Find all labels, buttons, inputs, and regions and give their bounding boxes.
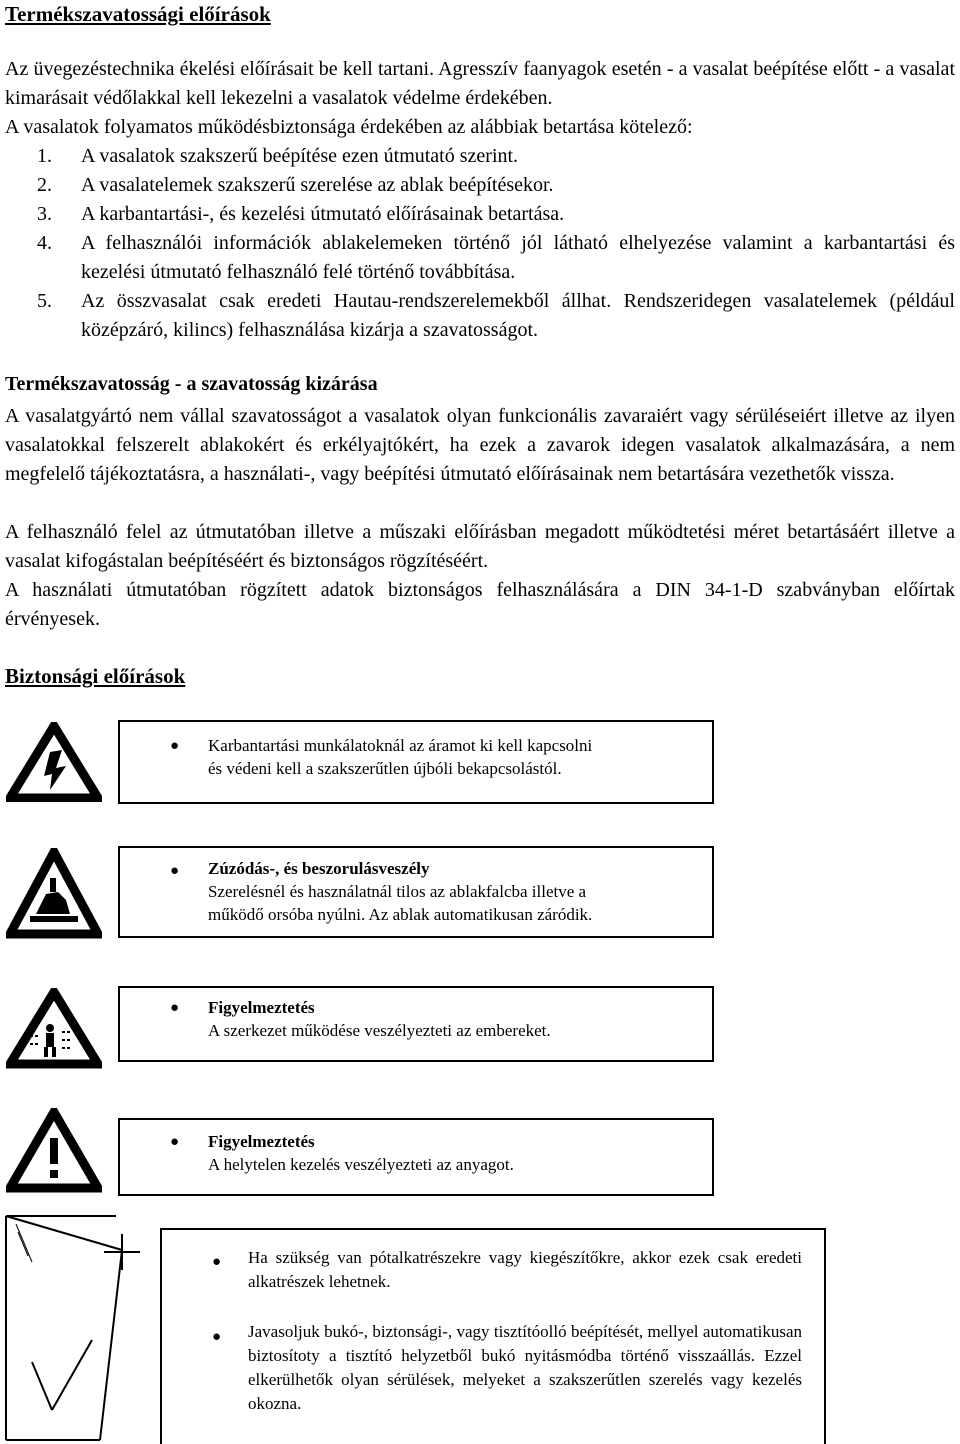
warning-title: Figyelmeztetés bbox=[208, 1132, 315, 1151]
list-item: 5. Az összvasalat csak eredeti Hautau-rendszerelemekből állhat. Rendszeridegen vasalatelemek (például középzáró, kilincs) felhasználása kizárja a szavatosságot. bbox=[37, 290, 955, 341]
list-item: 4. A felhasználói információk ablakelemeken történő jól látható elhelyezése valamint a karbantartási és kezelési útmutató felhasználó felé történő továbbítása. bbox=[37, 232, 955, 283]
bullet: ● bbox=[170, 1000, 180, 1016]
warning-text-line: A helytelen kezelés veszélyezteti az anyagot. bbox=[208, 1155, 514, 1174]
warranty-paragraph-1: A vasalatgyártó nem vállal szavatosságot a vasalatok olyan funkcionális zavaraiért vagy sérüléseiért illetve az ilyen vasalatokkal felszerelt ablakokért és erkélyajtókért, ha ezek a zavarok idegen vasalatok alkalmazására, a nem megfelelő tájékoztatásra, a használati-, vagy beépítési útmutató előírásainak nem betartására vezethetők vissza. bbox=[5, 405, 955, 485]
bullet: ● bbox=[212, 1329, 222, 1345]
crush-hazard-icon bbox=[6, 848, 102, 940]
warning-text-line: A szerkezet működése veszélyezteti az embereket. bbox=[208, 1021, 551, 1040]
intro-paragraph-2: A vasalatok folyamatos működésbiztonsága érdekében az alábbiak betartása kötelező: bbox=[5, 116, 693, 138]
intro-paragraph: Az üvegezéstechnika ékelési előírásait be kell tartani. Agresszív faanyagok esetén - a vasalat beépítése előtt - a vasalat kimarásait védőlakkal kell lekezelni a vasalatok védelme érdekében. bbox=[5, 58, 955, 109]
heading-warranty-exclusion: Termékszavatosság - a szavatosság kizárása bbox=[5, 373, 378, 395]
heading-safety: Biztonsági előírások bbox=[5, 664, 186, 688]
list-item: 1. A vasalatok szakszerű beépítése ezen útmutató szerint. bbox=[37, 145, 519, 167]
warning-box-exclamation bbox=[118, 1118, 714, 1196]
bullet: ● bbox=[170, 1134, 180, 1150]
warning-text-line: és védeni kell a szakszerűtlen újbóli bekapcsolástól. bbox=[208, 759, 562, 778]
notes-box bbox=[160, 1228, 826, 1444]
heading-product-warranty: Termékszavatossági előírások bbox=[5, 2, 271, 26]
bullet: ● bbox=[170, 863, 180, 879]
bullet: ● bbox=[170, 738, 180, 754]
note-spare-parts: Ha szükség van pótalkatrészekre vagy kiegészítőkre, akkor ezek csak eredeti alkatrészek lehetnek. bbox=[248, 1248, 802, 1291]
exclamation-hazard-icon bbox=[6, 1108, 102, 1194]
warning-text-line: működő orsóba nyúlni. Az ablak automatikusan záródik. bbox=[208, 905, 593, 924]
warranty-paragraph-3: A használati útmutatóban rögzített adatok biztonságos felhasználására a DIN 34-1-D szabványban előírtak érvényesek. bbox=[5, 579, 955, 630]
warning-text-line: Szerelésnél és használatnál tilos az ablakfalcba illetve a bbox=[208, 882, 587, 901]
warning-text-line: Karbantartási munkálatoknál az áramot ki kell kapcsolni bbox=[208, 736, 593, 755]
warranty-paragraph-2: A felhasználó felel az útmutatóban illetve a műszaki előírásban megadott működtetési méret betartásáért illetve a vasalat kifogástalan beépítéséért és biztonságos rögzítéséért. bbox=[5, 521, 955, 572]
warning-box-electric bbox=[118, 720, 714, 804]
list-item: 2. A vasalatelemek szakszerű szerelése az ablak beépítésekor. bbox=[37, 174, 554, 196]
warning-box-crush bbox=[118, 846, 714, 938]
warning-title: Zúzódás-, és beszorulásveszély bbox=[208, 859, 430, 878]
bullet: ● bbox=[212, 1254, 222, 1270]
warning-box-person bbox=[118, 986, 714, 1062]
requirements-list bbox=[5, 142, 955, 345]
person-hazard-icon bbox=[6, 988, 102, 1070]
warning-title: Figyelmeztetés bbox=[208, 998, 315, 1017]
window-tilt-diagram bbox=[4, 1212, 144, 1442]
electric-hazard-icon bbox=[6, 722, 102, 802]
note-tilt-stay: Javasoljuk bukó-, biztonsági-, vagy tisztítóolló beépítését, mellyel automatikusan biztosítoty a tisztító helyzetből bukó nyitásmódba történő visszaállás. Ezzel elkerülhetők olyan sérülések, melyeket a szakszerűtlen szerelés vagy kezelés okozna. bbox=[248, 1322, 802, 1413]
list-item: 3. A karbantartási-, és kezelési útmutató előírásainak betartása. bbox=[37, 203, 565, 225]
